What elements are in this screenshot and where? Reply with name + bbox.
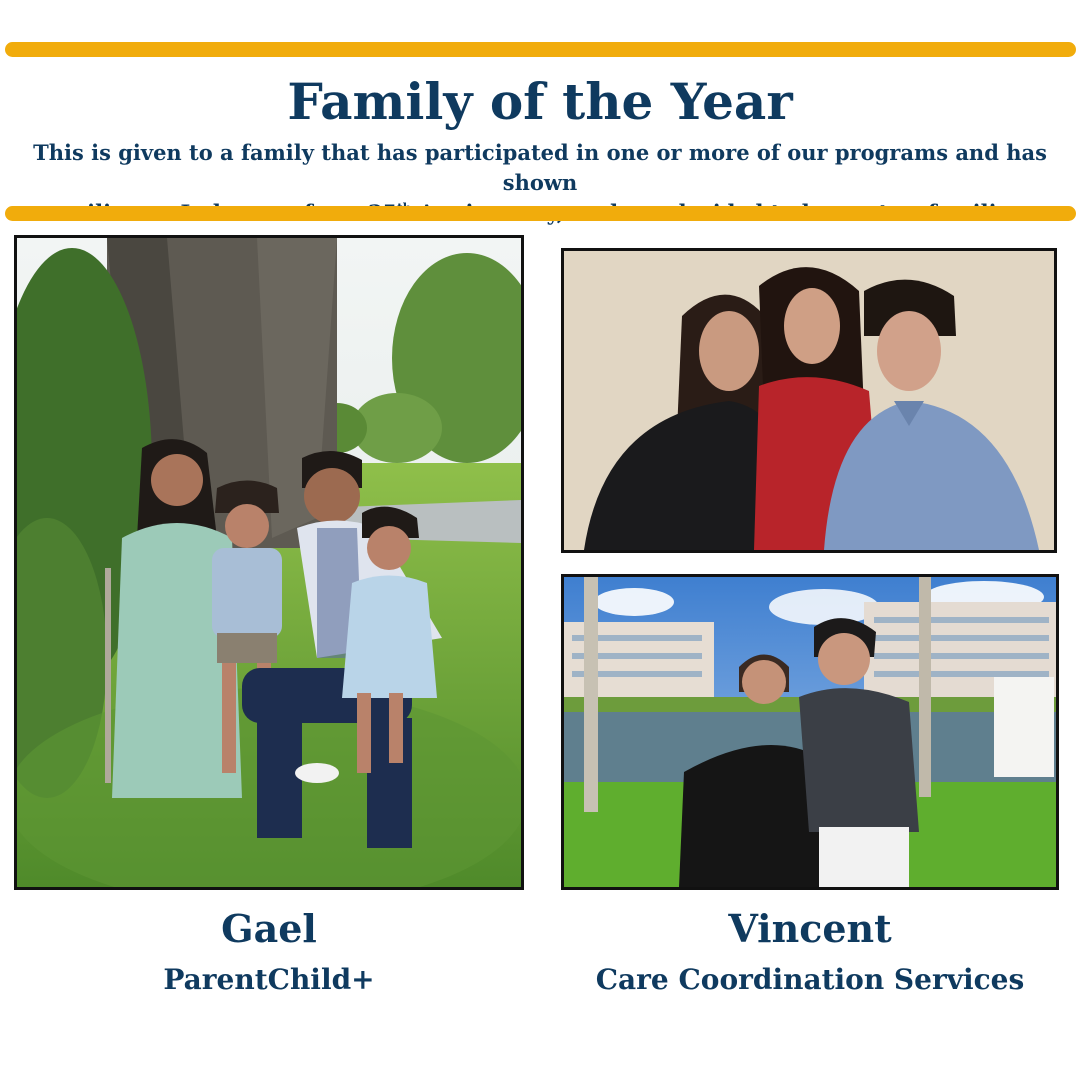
vincent-family-photo-outdoor <box>561 574 1059 890</box>
top-gold-rule <box>5 42 1076 57</box>
family-name-gael: Gael <box>221 906 317 951</box>
family-name-vincent: Vincent <box>728 906 892 951</box>
outdoor-photo-illustration <box>564 577 1056 887</box>
page-title: Family of the Year <box>287 72 793 131</box>
gael-family-photo <box>14 235 524 890</box>
indoor-photo-illustration <box>564 251 1054 550</box>
subtitle-line-1: This is given to a family that has participated in one or more of our programs and has shown <box>33 140 1047 195</box>
gael-family-photo-illustration <box>17 238 521 887</box>
program-name-care-coordination: Care Coordination Services <box>595 963 1025 996</box>
bottom-gold-rule <box>5 206 1076 221</box>
program-name-parentchild: ParentChild+ <box>163 963 375 996</box>
vincent-family-photo-indoor <box>561 248 1057 553</box>
